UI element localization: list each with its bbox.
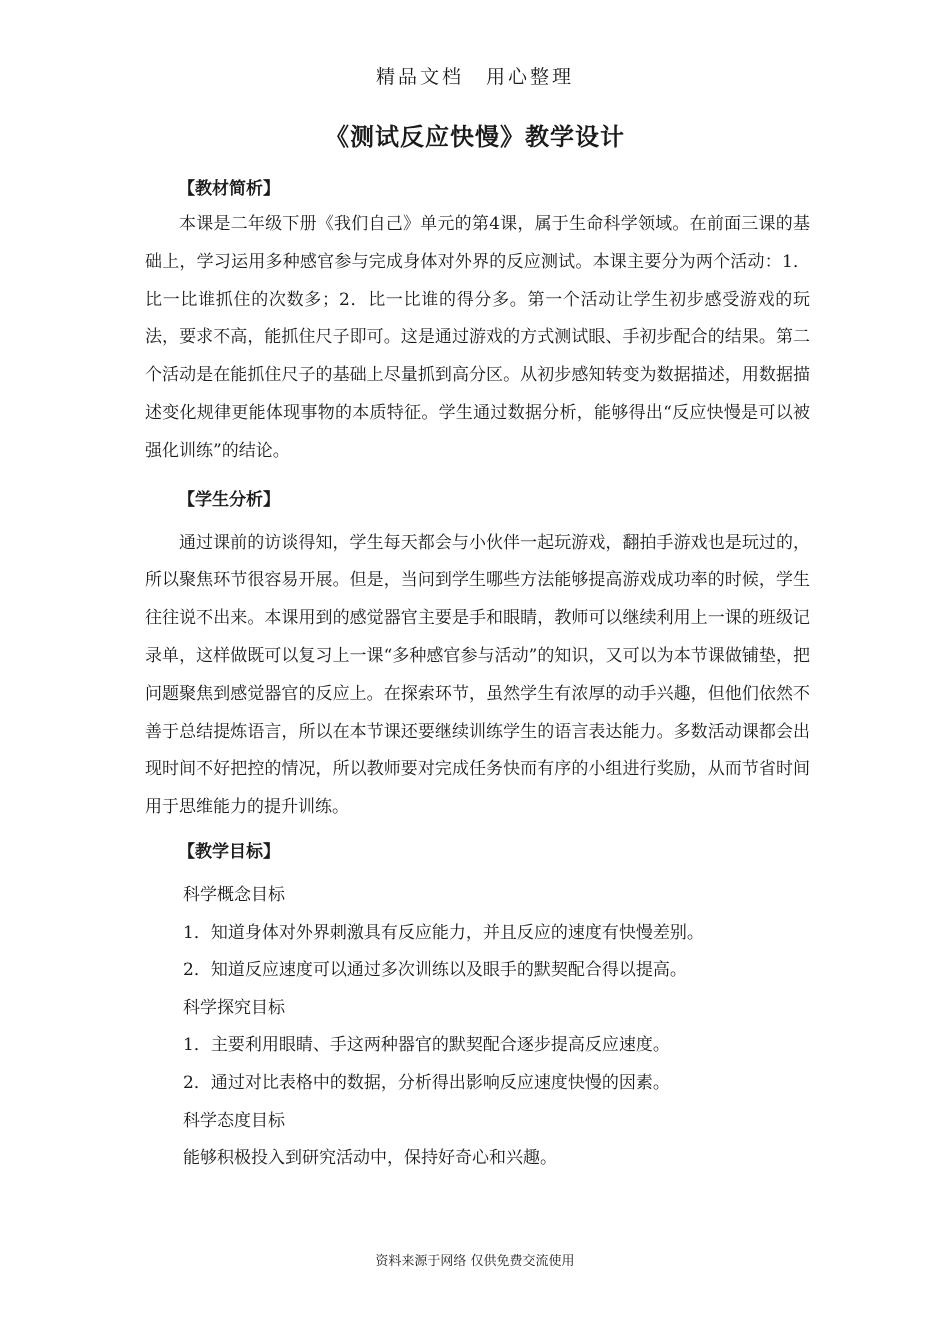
inquiry-goal-item: 1．主要利用眼睛、手这两种器官的默契配合逐步提高反应速度。: [183, 1035, 670, 1056]
concept-goal-title: 科学概念目标: [183, 884, 285, 905]
concept-goal-item: 2．知道反应速度可以通过多次训练以及眼手的默契配合得以提高。: [183, 960, 687, 981]
document-title: 《测试反应快慢》教学设计: [325, 123, 625, 151]
inquiry-goal-title: 科学探究目标: [183, 997, 285, 1018]
page-header: 精品文档 用心整理: [375, 66, 574, 88]
section-heading-goals: 【教学目标】: [178, 841, 280, 862]
inquiry-goal-item: 2．通过对比表格中的数据，分析得出影响反应速度快慢的因素。: [183, 1072, 670, 1093]
section-heading-material: 【教材简析】: [178, 179, 280, 199]
page-footer: 资料来源于网络 仅供免费交流使用: [375, 1254, 575, 1269]
material-analysis-paragraph: 本课是二年级下册《我们自己》单元的第4课，属于生命科学领域。在前面三课的基础上，学习运用多种感官参与完成身体对外界的反应测试。本课主要分为两个活动：1．比一比谁抓住的次数多；2．比一比谁的得分多。第一个活动让学生初步感受游戏的玩法，要求不高，能抓住尺子即可。这是通过游戏的方式测试眼、手初步配合的结果。第二个活动是在能抓住尺子的基础上尽量抓到高分区。从初步感知转变为数据描述，用数据描述变化规律更能体现事物的本质特征。学生通过数据分析，能够得出“反应快慢是可以被强化训练”的结论。: [145, 214, 810, 461]
student-analysis-paragraph: 通过课前的访谈得知，学生每天都会与小伙伴一起玩游戏，翻拍手游戏也是玩过的，所以聚焦环节很容易开展。但是，当问到学生哪些方法能够提高游戏成功率的时候，学生往往说不出来。本课用到的感觉器官主要是手和眼睛，教师可以继续利用上一课的班级记录单，这样做既可以复习上一课“多种感官参与活动”的知识，又可以为本节课做铺垫，把问题聚焦到感觉器官的反应上。在探索环节，虽然学生有浓厚的动手兴趣，但他们依然不善于总结提炼语言，所以在本节课还要继续训练学生的语言表达能力。多数活动课都会出现时间不好把控的情况，所以教师要对完成任务快而有序的小组进行奖励，从而节省时间用于思维能力的提升训练。: [145, 532, 810, 818]
attitude-goal-title: 科学态度目标: [183, 1110, 285, 1131]
document-body: [145, 172, 810, 1178]
concept-goal-item: 1．知道身体对外界刺激具有反应能力，并且反应的速度有快慢差别。: [183, 922, 704, 943]
attitude-goal-item: 能够积极投入到研究活动中，保持好奇心和兴趣。: [183, 1148, 557, 1169]
section-heading-student: 【学生分析】: [178, 489, 280, 510]
